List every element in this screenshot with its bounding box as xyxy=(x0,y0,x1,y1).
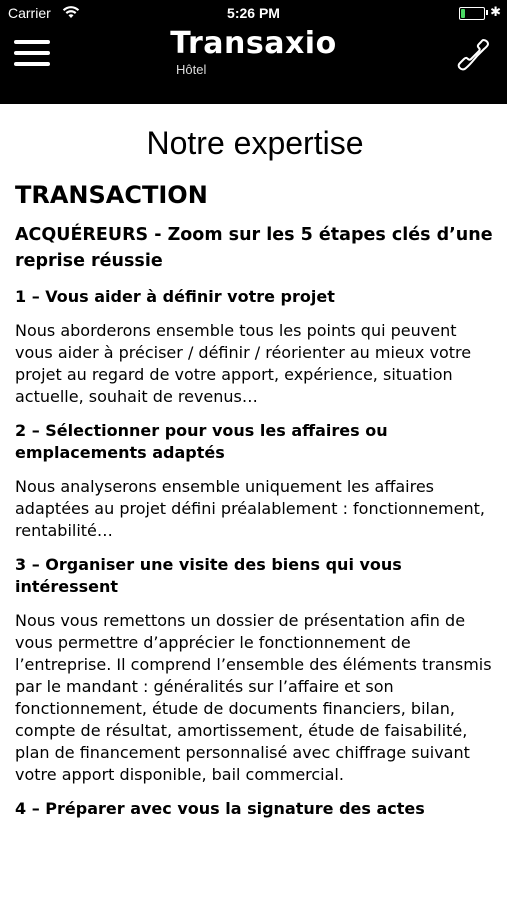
phone-icon[interactable] xyxy=(453,34,493,74)
battery-icon xyxy=(459,7,485,20)
step-title: 1 – Vous aider à définir votre projet xyxy=(15,287,335,306)
main-content xyxy=(15,104,495,820)
brand-title: Transaxio xyxy=(170,26,337,61)
step-text: Nous vous remettons un dossier de présentation afin de vous permettre d’apprécier le fonctionnement de l’entreprise. Il comprend l’ensemble des éléments transmis par le mandant : généralités sur l’affaire et son fonctionnement, étude de documents financiers, bilan, compte de résultat, amortissement, étude de faisabilité, plan de financement personnalisé avec chiffrage suivant votre apport disponible, bail commercial. xyxy=(15,611,492,784)
battery-tip xyxy=(486,10,488,15)
step-title: 2 – Sélectionner pour vous les affaires ou emplacements adaptés xyxy=(15,421,388,462)
app-header xyxy=(0,26,507,104)
sub-title: ACQUÉREURS - Zoom sur les 5 étapes clés d’une reprise réussie xyxy=(15,225,493,271)
section-title: TRANSACTION xyxy=(15,181,208,209)
bluetooth-icon: ✱ xyxy=(490,4,501,19)
status-bar xyxy=(0,0,507,26)
status-time: 5:26 PM xyxy=(227,5,280,21)
page-title: Notre expertise xyxy=(146,125,364,161)
step-text: Nous aborderons ensemble tous les points qui peuvent vous aider à préciser / définir / réorienter au mieux votre projet au regard de votre apport, expérience, situation actuelle, souhait de revenus… xyxy=(15,321,472,406)
carrier-label: Carrier xyxy=(8,5,51,21)
brand-subtitle: Hôtel xyxy=(176,62,207,77)
step-title: 4 – Préparer avec vous la signature des actes xyxy=(15,799,425,818)
step-text: Nous analyserons ensemble uniquement les affaires adaptées au projet défini préalablement : fonctionnement, rentabilité… xyxy=(15,477,485,540)
step-title: 3 – Organiser une visite des biens qui vous intéressent xyxy=(15,555,402,596)
